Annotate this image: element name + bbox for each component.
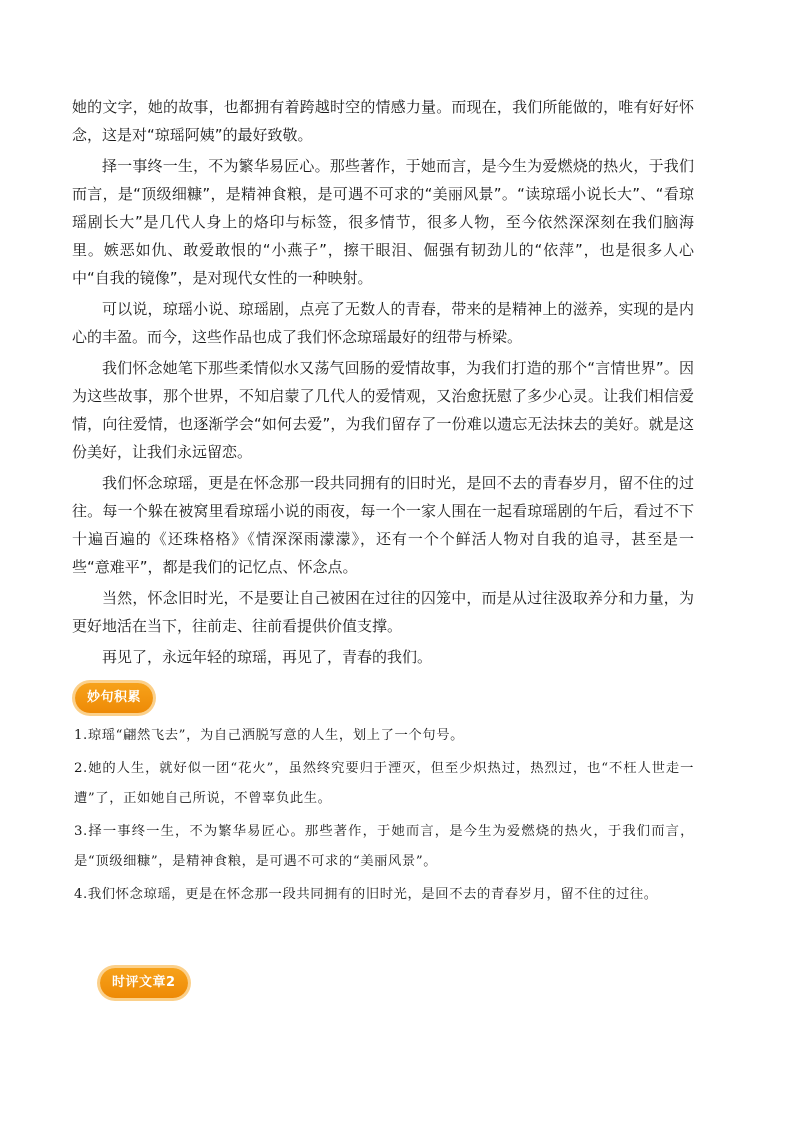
quotes-list [74, 721, 694, 910]
section-label-article-2: 时评文章2 [100, 968, 188, 998]
article-body [72, 93, 694, 671]
paragraph-6: 当然，怀念旧时光，不是要让自己被困在过往的囚笼中，而是从过往汲取养分和力量，为更好地活在当下，往前走、往前看提供价值支撑。 [72, 589, 694, 635]
quote-item: 2.她的人生，就好似一团“花火”，虽然终究要归于湮灭，但至少炽热过，热烈过，也“不枉人世走一遭”了，正如她自己所说，不曾辜负此生。 [74, 761, 694, 806]
paragraph-3: 可以说，琼瑶小说、琼瑶剧，点亮了无数人的青春，带来的是精神上的滋养，实现的是内心的丰盈。而今，这些作品也成了我们怀念琼瑶最好的纽带与桥梁。 [72, 300, 694, 346]
paragraph-7: 再见了，永远年轻的琼瑶，再见了，青春的我们。 [102, 648, 433, 666]
paragraph-1: 她的文字，她的故事，也都拥有着跨越时空的情感力量。而现在，我们所能做的，唯有好好怀念，这是对“琼瑶阿姨”的最好致敬。 [72, 98, 694, 144]
quote-item: 4.我们怀念琼瑶，更是在怀念那一段共同拥有的旧时光，是回不去的青春岁月，留不住的过往。 [74, 887, 658, 902]
section-label-quotes: 妙句积累 [75, 683, 153, 713]
paragraph-5: 我们怀念琼瑶，更是在怀念那一段共同拥有的旧时光，是回不去的青春岁月，留不住的过往。每一个躲在被窝里看琼瑶小说的雨夜，每一个一家人围在一起看琼瑶剧的午后，看过不下十遍百遍的《还珠格格》《情深深雨濛濛》，还有一个个鲜活人物对自我的追寻，甚至是一些“意难平”，都是我们的记忆点、怀念点。 [72, 474, 694, 576]
quote-item: 1.琼瑶“翩然飞去”，为自己洒脱写意的人生，划上了一个句号。 [74, 728, 464, 743]
quote-item: 3.择一事终一生，不为繁华易匠心。那些著作，于她而言，是今生为爱燃烧的热火，于我们而言，是“顶级细糠”，是精神食粮，是可遇不可求的“美丽风景”。 [74, 824, 694, 869]
paragraph-2: 择一事终一生，不为繁华易匠心。那些著作，于她而言，是今生为爱燃烧的热火，于我们而言，是“顶级细糠”，是精神食粮，是可遇不可求的“美丽风景”。“读琼瑶小说长大”、“看琼瑶剧长大”是几代人身上的烙印与标签，很多情节，很多人物，至今依然深深刻在我们脑海里。嫉恶如仇、敢爱敢恨的“小燕子”，擦干眼泪、倔强有韧劲儿的“依萍”，也是很多人心中“自我的镜像”，是对现代女性的一种映射。 [72, 157, 694, 287]
paragraph-4: 我们怀念她笔下那些柔情似水又荡气回肠的爱情故事，为我们打造的那个“言情世界”。因为这些故事，那个世界，不知启蒙了几代人的爱情观，又治愈抚慰了多少心灵。让我们相信爱情，向往爱情，也逐渐学会“如何去爱”，为我们留存了一份难以遗忘无法抹去的美好。就是这份美好，让我们永远留恋。 [72, 359, 694, 461]
